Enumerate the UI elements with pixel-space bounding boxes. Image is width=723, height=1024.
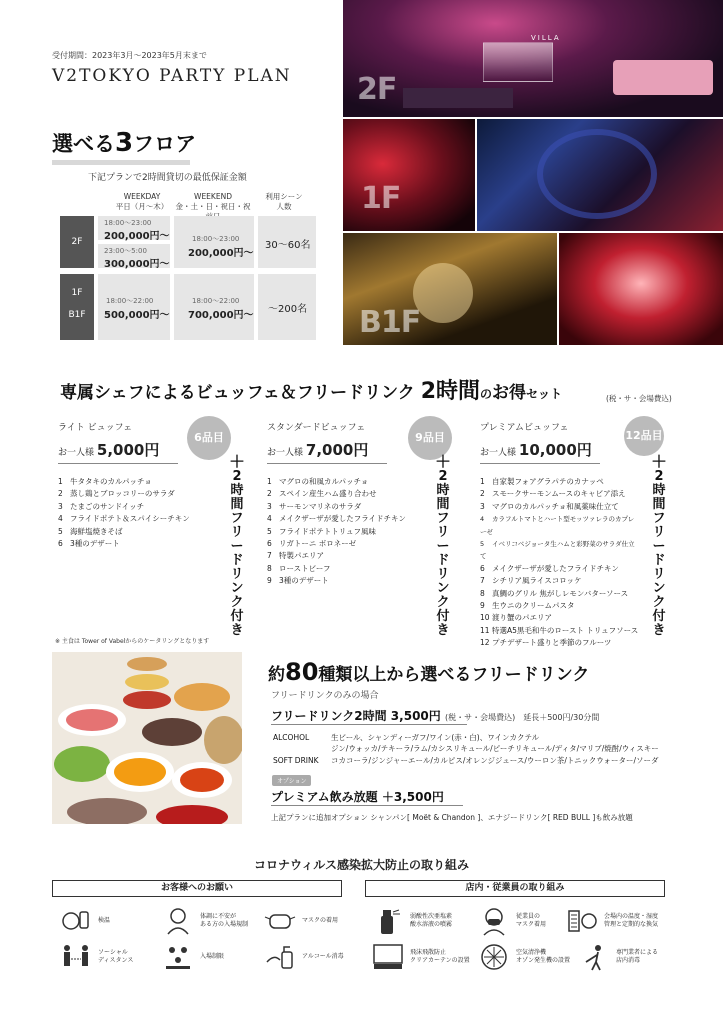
plan-price	[480, 439, 640, 460]
chandelier-glow	[413, 263, 473, 323]
plan-underline	[267, 463, 387, 464]
premium-drink: プレミアム飲み放題 ＋3,500円	[271, 790, 444, 804]
guest-item-unwell	[162, 906, 248, 936]
drink-heading-pre: 約	[268, 665, 285, 685]
per-person-label: お一人様	[267, 448, 304, 458]
list-item: 11 特選A5黒毛和牛のロースト トリュフソース	[480, 625, 639, 635]
option-tag: オプション	[272, 775, 311, 786]
drink-heading-post: 種類以上から選べるフリードリンク	[318, 665, 590, 685]
rule-text: 検温	[98, 917, 111, 924]
guest-request-box: お客様へのお願い	[52, 880, 342, 897]
floor-tag-b1f: B1F	[359, 305, 421, 340]
air-purifier-icon	[478, 942, 510, 972]
col-weekend-label: WEEKEND	[194, 192, 232, 201]
buffet-heading-main: 専属シェフによるビュッフェ＆フリードリンク	[60, 383, 415, 403]
alcohol-row-2: ジン/ウォッカ/テキーラ/ラム/カシスリキュール/ピーチリキュール/ディタ/マリブ/焼酎/ウィスキー	[331, 744, 659, 753]
buffet-heading-hours: 2時間	[420, 379, 481, 404]
counter	[403, 88, 513, 108]
list-item: 1 マグロの和風カルパッチョ	[267, 477, 369, 486]
list-item: 3 マグロのカルパッチョ和風薬味仕立て	[480, 501, 619, 511]
thermometer-icon	[60, 906, 92, 936]
staff-measures-box: 店内・従業員の取り組み	[365, 880, 665, 897]
time-text: 18:00～22:00	[192, 297, 240, 305]
price-text: 300,000円～	[104, 259, 170, 270]
rule-text: 弱酸性次亜塩素 酸水溶液の噴霧	[410, 913, 453, 928]
ventilation-icon	[566, 906, 598, 936]
list-item: 8 ローストビーフ	[267, 563, 331, 573]
villa-sign: VILLA	[531, 34, 561, 42]
col-weekday	[102, 192, 182, 212]
col-scene	[252, 192, 316, 212]
staff-item-spray	[372, 906, 452, 936]
plan-name: ライト ビュッフェ	[58, 423, 133, 433]
vertical-text: 2 時 間 フ リ ー ド リ ン ク 付 き	[230, 469, 244, 638]
corona-title: コロナウィルス感染拡大防止の取り組み	[254, 858, 469, 872]
cell-2f-weekday-2	[98, 244, 170, 268]
guest-item-sanitizer	[264, 942, 344, 972]
drink-price-label: フリードリンク2時間 3,500円	[271, 709, 441, 723]
rule-text: 飛沫飛散防止 クリアカーテンの設置	[410, 949, 470, 964]
list-item: 7 特製パエリア	[267, 551, 324, 561]
photo-b1f-b	[559, 233, 723, 345]
col-weekday-sub: 平日（月～木）	[115, 202, 169, 211]
rule-text: 会場内の温度・湿度 管理と定期的な換気	[604, 913, 659, 928]
col-weekday-label: WEEKDAY	[123, 192, 161, 201]
list-item: 12 プチデザート盛りと季節のフルーツ	[480, 638, 612, 648]
list-item: 4 カラフルトマトとハート型モッツァレラのカプレーゼ	[480, 515, 635, 536]
cell-1f-weekday	[98, 274, 170, 340]
rule-text: 従業員の マスク着用	[516, 913, 547, 928]
drink-price-underline	[271, 724, 467, 725]
guest-item-thermometer	[60, 906, 110, 936]
rule-text: アルコール消毒	[302, 953, 344, 960]
floor-heading-post: フロア	[133, 132, 197, 156]
floor-label-b1f: B1F	[68, 310, 86, 320]
floor-label-1f-b1f	[60, 274, 94, 340]
list-item: 7 シチリア風ライスコロッケ	[480, 576, 582, 586]
plan-price-value: 10,000円	[518, 441, 592, 459]
list-item: 4 メイクザーザが愛したフライドチキン	[267, 514, 406, 524]
buffet-heading-set: セット	[526, 387, 563, 401]
staff-item-cleaning	[578, 942, 658, 972]
vertical-text: 2 時 間 フ リ ー ド リ ン ク 付 き	[652, 469, 666, 638]
floor-label-1f: 1F	[71, 288, 83, 298]
list-item: 3 サーモンマリネのサラダ	[267, 501, 362, 511]
staff-item-ventilation	[566, 906, 658, 936]
plan-premium	[480, 420, 640, 650]
soft-drink-line: コカコーラ/ジンジャーエール/カルピス/オレンジジュース/ウーロン茶/トニックウォーター/ソーダ	[331, 756, 659, 765]
sanitizer-icon	[264, 942, 296, 972]
time-text: 23:00～5:00	[104, 247, 147, 255]
drink-price-note: (税・サ・会場費込) 延長＋500円/30分間	[444, 713, 600, 722]
price-text: 200,000円～	[104, 231, 170, 242]
photo-b1f-a	[343, 233, 557, 345]
cell-1f-weekend	[174, 274, 254, 340]
cell-2f-people	[258, 216, 316, 268]
stage-light	[483, 42, 553, 82]
buffet-heading-otoku: お得	[492, 383, 527, 403]
entry-limit-icon	[162, 942, 194, 972]
price-text: 200,000円～	[188, 248, 254, 259]
buffet-heading	[60, 374, 562, 405]
plan-underline	[480, 463, 600, 464]
price-text: 700,000円～	[188, 310, 254, 321]
time-text: 18:00～22:00	[106, 297, 154, 305]
rule-text: 入場制限	[200, 953, 225, 960]
plan-badge-standard: 9品目	[408, 416, 452, 460]
cell-2f-weekday-1	[98, 216, 170, 240]
plan-price-value: 5,000円	[96, 441, 160, 459]
price-text: 500,000円～	[104, 310, 170, 321]
time-text: 18:00～23:00	[192, 235, 240, 243]
list-item: 6 3種のデザート	[58, 539, 120, 549]
col-scene-sub: 人数	[276, 202, 292, 211]
floor-tag-2f: 2F	[357, 72, 397, 107]
staff-item-mask	[478, 906, 546, 936]
alcohol-row	[273, 732, 539, 743]
rule-text: ソーシャル ディスタンス	[98, 949, 134, 964]
people-text: ～200名	[268, 304, 308, 315]
soft-drink-label: SOFT DRINK	[273, 756, 319, 765]
drink-heading	[268, 658, 589, 686]
cleaning-icon	[578, 942, 610, 972]
cell-2f-weekend	[174, 216, 254, 268]
floor-heading-underline	[52, 160, 190, 165]
buffet-heading-no: の	[480, 387, 493, 401]
photo-1f-a	[343, 119, 475, 231]
guest-item-mask	[264, 906, 338, 936]
cell-1f-people	[258, 274, 316, 340]
social-distance-icon	[60, 942, 92, 972]
floor-heading-num: 3	[115, 128, 134, 158]
list-item: 2 スモークサーモンムースのキャビア添え	[480, 489, 626, 499]
col-scene-label: 利用シーン	[265, 192, 303, 201]
venue-photos	[343, 0, 723, 345]
food-photo	[52, 652, 242, 824]
staff-item-air-purifier	[478, 942, 570, 972]
rule-text: マスクの着用	[302, 917, 339, 924]
buffet-tax-note: (税・サ・会場費込)	[606, 394, 672, 403]
soft-drink-row	[273, 755, 659, 766]
spray-bottle-icon	[372, 906, 404, 936]
buffet-dishes-illustration	[52, 652, 242, 824]
staff-item-partition	[372, 942, 470, 972]
plus-sign: ＋	[434, 452, 451, 471]
list-item: 1 牛タタキのカルパッチョ	[58, 477, 152, 486]
list-item: 6 リガトーニ ボロネーゼ	[267, 539, 357, 549]
premium-underline	[271, 805, 463, 806]
plan-name: プレミアムビュッフェ	[480, 423, 569, 433]
floor-label-2f: 2F	[60, 216, 94, 268]
time-text: 18:00～23:00	[104, 219, 152, 227]
list-item: 1 自家製フォアグラパテのカナッペ	[480, 477, 604, 486]
drink-subheading: フリードリンクのみの場合	[271, 691, 379, 701]
plan-badge-premium: 12品目	[624, 416, 664, 456]
staff-mask-icon	[478, 906, 510, 936]
menu-list	[480, 476, 640, 650]
guest-item-distance	[60, 942, 133, 972]
per-person-label: お一人様	[480, 448, 517, 458]
arch-light	[537, 129, 657, 219]
floor-heading-pre: 選べる	[52, 132, 115, 156]
list-item: 10 渡り蟹のパエリア	[480, 613, 552, 623]
list-item: 4 フライドポテト＆スパイシーチキン	[58, 514, 190, 524]
list-item: 3 たまごのサンドイッチ	[58, 501, 145, 511]
per-person-label: お一人様	[58, 448, 95, 458]
col-weekend-sub: 金・土・日・祝日・祝	[175, 202, 251, 211]
floor-tag-1f: 1F	[361, 181, 401, 216]
list-item: 5 フライドポテトトリュフ風味	[267, 526, 377, 536]
list-item: 9 3種のデザート	[267, 576, 329, 586]
plan-underline	[58, 463, 178, 464]
plan-price-value: 7,000円	[305, 441, 369, 459]
free-drink-vertical-3	[650, 452, 668, 638]
rule-text: 空気清浄機 オゾン発生機の設置	[516, 949, 571, 964]
plan-name: スタンダードビュッフェ	[267, 423, 366, 433]
list-item: 6 メイクザーザが愛したフライドチキン	[480, 563, 619, 573]
reception-period: 受付期間：2023年3月～2023年5月末まで	[52, 51, 207, 60]
free-drink-vertical-2	[434, 452, 452, 638]
list-item: 5 イベリコベジョータ生ハムと彩野菜のサラダ仕立て	[480, 540, 635, 561]
sofa	[613, 60, 713, 95]
drink-price	[271, 707, 599, 724]
drink-heading-num: 80	[285, 658, 319, 686]
free-drink-vertical-1	[228, 452, 246, 638]
partition-icon	[372, 942, 404, 972]
plan-badge-light: 6品目	[187, 416, 231, 460]
alcohol-line-1: 生ビール、シャンディーガフ/ワイン(赤・白)、ワインカクテル	[331, 733, 540, 742]
floor-heading	[52, 128, 196, 158]
list-item: 2 蒸し鶏とブロッコリーのサラダ	[58, 489, 175, 499]
page-title: V2TOKYO PARTY PLAN	[52, 66, 292, 86]
alcohol-label: ALCOHOL	[273, 733, 310, 742]
list-item: 5 海鮮塩焼きそば	[58, 526, 123, 536]
guest-item-entry-limit	[162, 942, 224, 972]
premium-note: 上記プランに追加オプション シャンパン[ Moët & Chandon ]、エナジードリンク[ RED BULL ]も飲み放題	[271, 813, 633, 822]
photo-2f	[343, 0, 723, 117]
rule-text: 体調に不安が ある方の入場規制	[200, 913, 249, 928]
list-item: 8 真鯛のグリル 焦がしレモンバターソース	[480, 588, 629, 598]
people-text: 30～60名	[265, 240, 311, 251]
mask-icon	[264, 906, 296, 936]
vertical-text: 2 時 間 フ リ ー ド リ ン ク 付 き	[436, 469, 450, 638]
photo-1f-b	[477, 119, 723, 231]
price-table-caption: 下記プランで2時間貸切の最低保証金額	[88, 173, 247, 183]
list-item: 2 スペイン産生ハム盛り合わせ	[267, 489, 377, 499]
unwell-person-icon	[162, 906, 194, 936]
rule-text: 専門業者による 店内消毒	[616, 949, 659, 964]
catering-note: ※ 主食は Tower of Vabelからのケータリングとなります	[55, 638, 210, 645]
list-item: 9 生ウニのクリームパスタ	[480, 601, 575, 611]
plus-sign: ＋	[650, 452, 667, 471]
plus-sign: ＋	[228, 452, 245, 471]
